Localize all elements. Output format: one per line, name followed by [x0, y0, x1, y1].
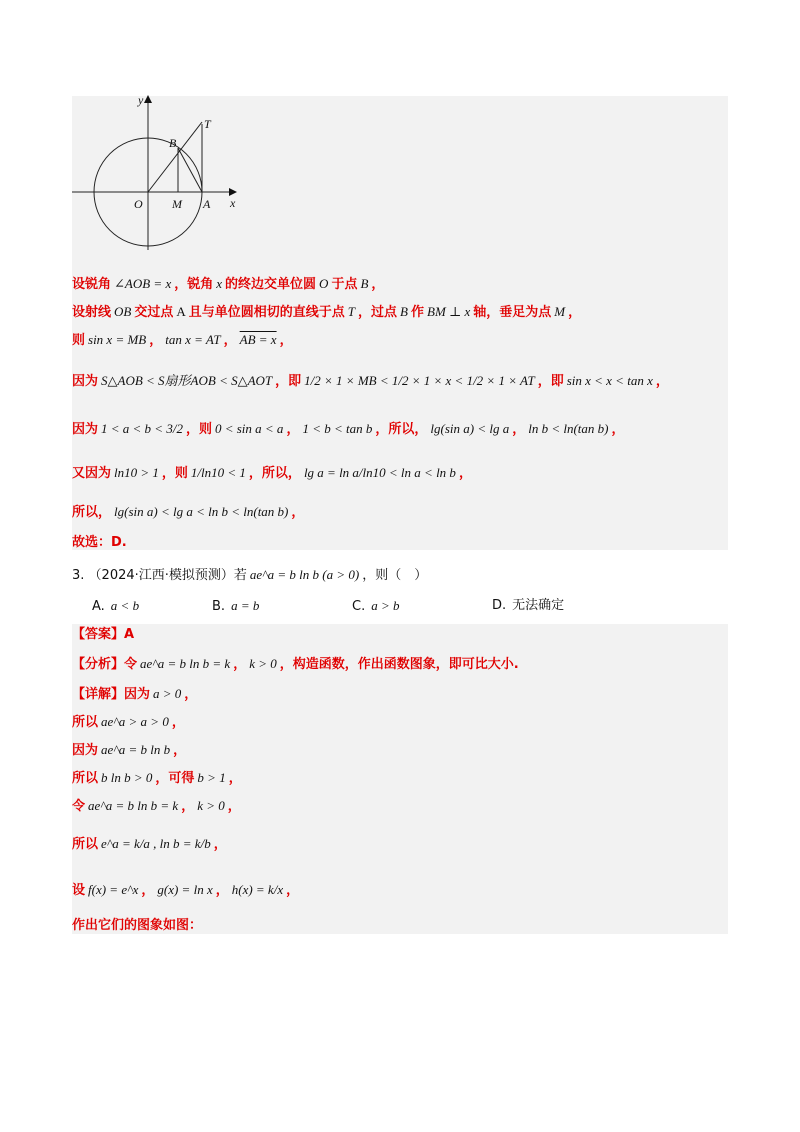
option-a: A. a < b: [92, 598, 140, 614]
question-tail: ，则（ ）: [362, 568, 428, 583]
solution1-line-4: 因为 S△AOB < S扇形AOB < S△AOT ，即 1/2 × 1 × MB < 1/2 × 1 × x < 1/2 × 1 × AT ，即 sin x < x < tan x ，: [72, 373, 669, 389]
question-math: ae^a = b ln b (a > 0): [249, 567, 360, 582]
label-y: y: [138, 93, 144, 107]
segment-ba: [178, 148, 202, 192]
detail-line-6: 所以 e^a = k/a , ln b = k/b ，: [72, 836, 227, 852]
label-m: M: [172, 197, 182, 211]
solution1-line-2: 设射线 OB 交过点 A 且与单位圆相切的直线于点 T ，过点 B 作 BM ⊥ x 轴，垂足为点 M ，: [72, 304, 582, 320]
option-c: C. a > b: [352, 598, 400, 614]
solution1-line-3: 则 sin x = MB ， tan x = AT ， AB = x ，: [72, 332, 293, 348]
option-d: D. 无法确定: [492, 598, 565, 613]
analysis-line: 【分析】令 ae^a = b ln b = k ， k > 0 ，构造函数，作出函数图象，即可比大小.: [72, 656, 519, 672]
detail-line-2: 所以 ae^a > a > 0 ，: [72, 714, 185, 730]
label-x: x: [230, 196, 236, 210]
detail-line-4: 所以 b ln b > 0 ，可得 b > 1 ，: [72, 770, 242, 786]
question-source: （2024·江西·模拟预测）若: [88, 568, 247, 583]
label-t: T: [204, 117, 211, 131]
label-a: A: [203, 197, 211, 211]
label-b: B: [169, 136, 177, 150]
solution1-line-8: 故选：D.: [72, 535, 127, 550]
solution1-line-5: 因为 1 < a < b < 3/2 ，则 0 < sin a < a ， 1 < b < tan b ，所以， lg(sin a) < lg a ， ln b < ln(tan b) ，: [72, 421, 625, 437]
unit-circle-figure: [70, 92, 250, 252]
question-number: 3.: [72, 568, 85, 583]
detail-line-1: 【详解】因为 a > 0 ，: [72, 686, 198, 702]
label-o: O: [134, 197, 143, 211]
detail-line-5: 令 ae^a = b ln b = k ， k > 0 ，: [72, 798, 241, 814]
answer-line: 【答案】A: [72, 627, 135, 642]
detail-line-8: 作出它们的图象如图：: [72, 918, 203, 933]
question-3-stem: [72, 566, 427, 585]
solution1-line-6: 又因为 ln10 > 1 ，则 1/ln10 < 1 ，所以， lg a = ln a/ln10 < ln a < ln b ，: [72, 465, 472, 481]
option-b: B. a = b: [212, 598, 260, 614]
solution1-line-1: 设锐角 ∠AOB = x ，锐角 x 的终边交单位圆 O 于点 B ，: [72, 276, 385, 292]
ray-ot: [148, 122, 202, 192]
detail-line-7: 设 f(x) = e^x ， g(x) = ln x ， h(x) = k/x ，: [72, 882, 300, 898]
detail-line-3: 因为 ae^a = b ln b ，: [72, 742, 187, 758]
solution1-line-7: 所以， lg(sin a) < lg a < ln b < ln(tan b) ，: [72, 504, 305, 520]
